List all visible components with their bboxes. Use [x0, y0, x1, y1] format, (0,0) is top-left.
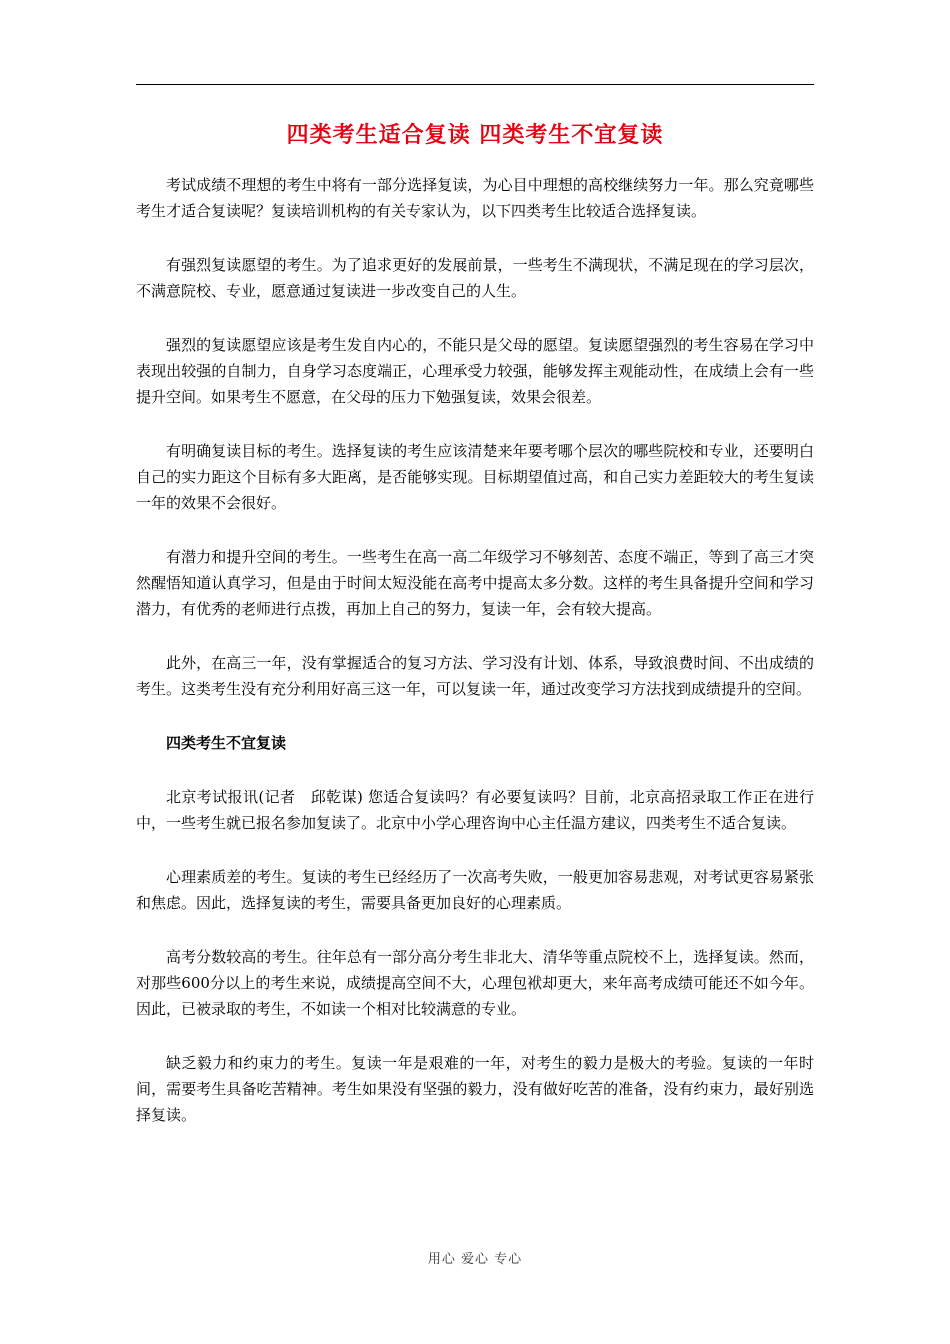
paragraph-desire-detail: 强烈的复读愿望应该是考生发自内心的，不能只是父母的愿望。复读愿望强烈的考生容易在学习中表现出较强的自制力，自身学习态度端正，心理承受力较强，能够发挥主观能动性，在成绩上会有一些提升空间。如果考生不愿意，在父母的压力下勉强复读，效果会很差。	[136, 336, 814, 406]
paragraph-high-score: 高考分数较高的考生。往年总有一部分高分考生非北大、清华等重点院校不上，选择复读。然而，对那些600分以上的考生来说，成绩提高空间不大，心理包袱却更大，来年高考成绩可能还不如今年。因此，已被录取的考生，不如读一个相对比较满意的专业。	[136, 948, 814, 1018]
paragraph-clear-goal: 有明确复读目标的考生。选择复读的考生应该清楚来年要考哪个层次的哪些院校和专业，还要明白自己的实力距这个目标有多大距离，是否能够实现。目标期望值过高，和自己实力差距较大的考生复读一年的效果不会很好。	[136, 442, 814, 512]
paragraph-psychology: 心理素质差的考生。复读的考生已经经历了一次高考失败，一般更加容易悲观，对考试更容易紧张和焦虑。因此，选择复读的考生，需要具备更加良好的心理素质。	[136, 868, 814, 912]
paragraph-potential: 有潜力和提升空间的考生。一些考生在高一高二年级学习不够刻苦、态度不端正，等到了高三才突然醒悟知道认真学习，但是由于时间太短没能在高考中提高太多分数。这样的考生具备提升空间和学习潜力，有优秀的老师进行点拨，再加上自己的努力，复读一年，会有较大提高。	[136, 548, 814, 618]
section-heading: 四类考生不宜复读	[166, 734, 287, 752]
header-rule	[136, 84, 814, 85]
paragraph-strong-desire: 有强烈复读愿望的考生。为了追求更好的发展前景，一些考生不满现状，不满足现在的学习层次，不满意院校、专业，愿意通过复读进一步改变自己的人生。	[136, 256, 814, 300]
paragraph-willpower: 缺乏毅力和约束力的考生。复读一年是艰难的一年，对考生的毅力是极大的考验。复读的一年时间，需要考生具备吃苦精神。考生如果没有坚强的毅力，没有做好吃苦的准备，没有约束力，最好别选择复读。	[136, 1054, 814, 1124]
paragraph-news-intro: 北京考试报讯(记者 邱乾谋) 您适合复读吗？有必要复读吗？目前，北京高招录取工作正在进行中，一些考生就已报名参加复读了。北京中小学心理咨询中心主任温方建议，四类考生不适合复读。	[136, 788, 814, 832]
paragraph-intro: 考试成绩不理想的考生中将有一部分选择复读，为心目中理想的高校继续努力一年。那么究竟哪些考生才适合复读呢？复读培训机构的有关专家认为，以下四类考生比较适合选择复读。	[136, 176, 814, 220]
paragraph-method: 此外，在高三一年，没有掌握适合的复习方法、学习没有计划、体系，导致浪费时间、不出成绩的考生。这类考生没有充分利用好高三这一年，可以复读一年，通过改变学习方法找到成绩提升的空间。	[136, 654, 814, 698]
page-footer: 用心 爱心 专心	[427, 1252, 523, 1267]
document-title: 四类考生适合复读 四类考生不宜复读	[286, 122, 664, 148]
document-body	[136, 172, 814, 1156]
